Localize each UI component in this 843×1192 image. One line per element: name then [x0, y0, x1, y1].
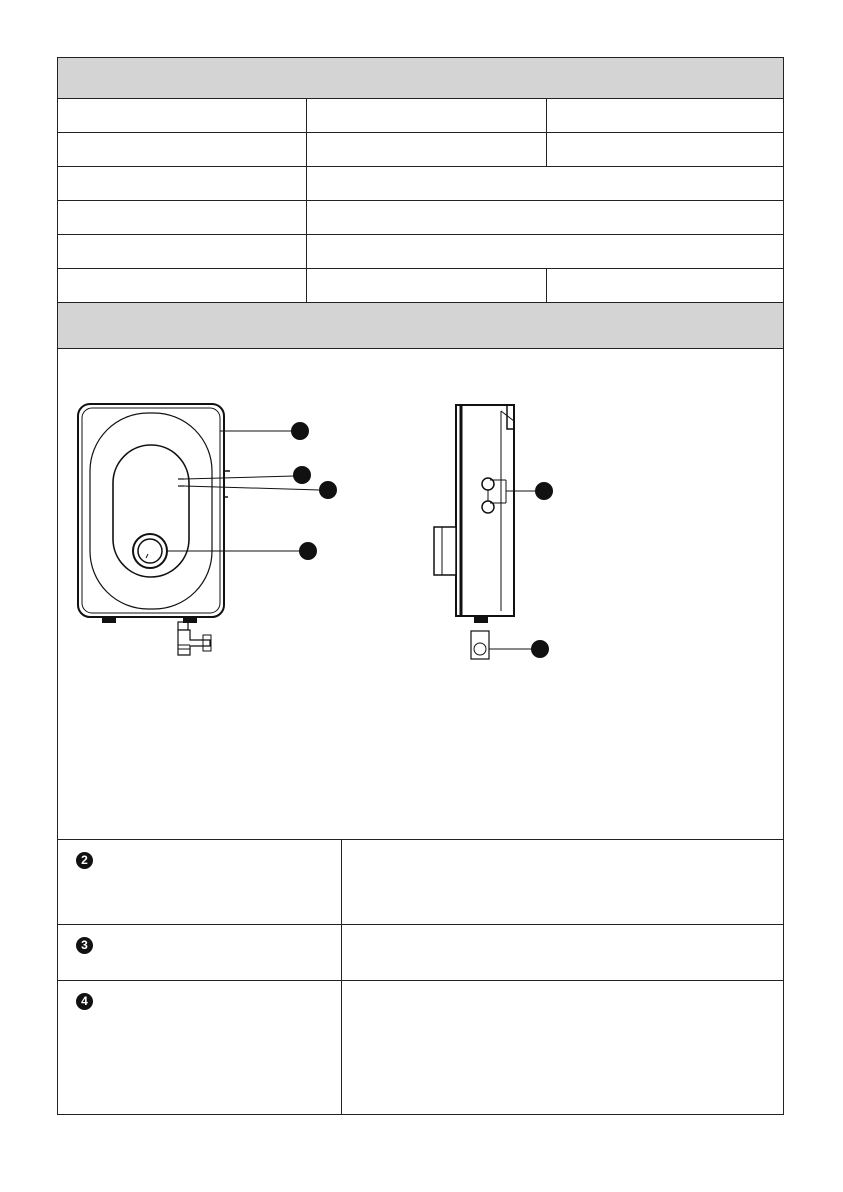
spec-row — [58, 201, 783, 235]
feature-divider — [341, 981, 342, 1115]
feature-divider — [341, 925, 342, 980]
callout-marker — [535, 482, 553, 500]
spec-row-label — [58, 133, 306, 166]
spec-row-value — [306, 167, 783, 200]
spec-row-value — [546, 133, 783, 166]
spec-row — [58, 133, 783, 167]
callout-marker — [299, 542, 317, 560]
components-section-title — [58, 303, 64, 348]
callout-marker — [293, 466, 311, 484]
document-frame — [57, 57, 784, 1115]
spec-table-header — [58, 58, 783, 99]
spec-row-value — [306, 269, 546, 302]
feature-divider — [341, 840, 342, 924]
spec-row — [58, 235, 783, 269]
spec-row — [58, 167, 783, 201]
spec-row-value — [306, 201, 783, 234]
product-diagram — [58, 349, 783, 839]
spec-row-label — [58, 99, 306, 132]
spec-row-value — [546, 269, 783, 302]
feature-number-badge: 4 — [76, 993, 93, 1010]
feature-number-badge: 3 — [76, 937, 93, 954]
spec-row-value — [306, 235, 783, 268]
spec-table-title — [58, 58, 64, 98]
product-diagram-area — [58, 349, 783, 839]
spec-row-value — [306, 99, 546, 132]
heater-front-view — [78, 404, 230, 655]
spec-row-label — [58, 235, 306, 268]
spec-row — [58, 99, 783, 133]
spec-row — [58, 269, 783, 303]
feature-row — [58, 839, 783, 924]
feature-row — [58, 980, 783, 1115]
callout-marker — [319, 481, 337, 499]
components-section-header — [58, 303, 783, 349]
spec-row-label — [58, 167, 306, 200]
spec-row-value — [546, 99, 783, 132]
feature-row — [58, 924, 783, 980]
spec-row-value — [306, 133, 546, 166]
heater-side-view — [434, 405, 514, 659]
callout-marker — [531, 640, 549, 658]
callout-marker — [291, 422, 309, 440]
spec-row-label — [58, 269, 306, 302]
spec-row-label — [58, 201, 306, 234]
feature-number-badge: 2 — [76, 852, 93, 869]
feature-table — [58, 839, 783, 1115]
